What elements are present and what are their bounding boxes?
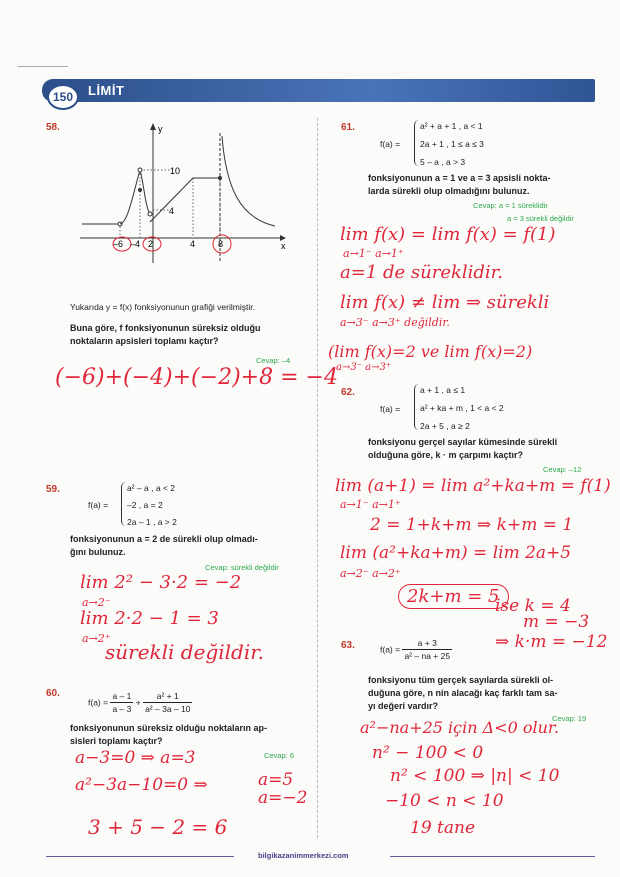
q59-hw-line1-sub: a→2⁻: [82, 596, 111, 609]
q63-hw-line5: 19 tane: [410, 818, 476, 838]
q59-hw-line2-sub: a→2⁺: [82, 632, 111, 645]
q60-f2-den: a² – 3a – 10: [145, 704, 191, 714]
q58-line3: noktaların apsisleri toplamı kaçtır?: [70, 336, 219, 346]
question-58-number: 58.: [46, 122, 60, 133]
q60-line1: fonksiyonunun süreksiz olduğu noktaların ap-: [70, 723, 268, 733]
page-number: 150: [47, 84, 79, 110]
q63-line1: fonksiyonu tüm gerçek sayılarda sürekli ol-: [368, 675, 554, 685]
q63-answer: Cevap: 19: [552, 714, 587, 723]
q59-line2: ğını bulunuz.: [70, 547, 126, 557]
q62-hw-line1-sub: a→1⁻ a→1⁺: [340, 498, 401, 511]
q59-case1: a² – a , a < 2: [127, 483, 175, 493]
q60-fname: f(a) =: [88, 697, 109, 708]
q60-f1-den: a – 3: [112, 704, 132, 714]
q59-case2: –2 , a = 2: [127, 500, 163, 510]
column-divider: [317, 118, 319, 838]
q62-hw-line1: lim (a+1) = lim a²+ka+m = f(1): [335, 476, 611, 496]
q61-hw-line2: a=1 de süreklidir.: [340, 262, 504, 283]
q59-hw-line1: lim 2² − 3·2 = −2: [80, 572, 242, 593]
question-59-number: 59.: [46, 484, 60, 495]
footer-site: bilgikazanimmerkezi.com: [258, 851, 349, 860]
tick-4-y: 4: [169, 206, 175, 216]
q61-hw-line4-sub: a→3⁻ a→3⁺: [336, 362, 392, 373]
q63-hw-line4: −10 < n < 10: [385, 791, 504, 811]
y-axis-label: y: [158, 124, 163, 134]
footer-rule-left: [46, 856, 234, 857]
q61-hw-line3: lim f(x) ≠ lim ⇒ sürekli: [340, 292, 550, 313]
q59-case3: 2a – 1 , a > 2: [127, 517, 177, 527]
q63-formula: [380, 637, 452, 662]
question-60-number: 60.: [46, 688, 60, 699]
q61-fname: f(a) =: [380, 139, 401, 149]
q62-brace: [414, 384, 419, 430]
top-rule: [18, 66, 68, 67]
q63-den: a² – na + 25: [404, 651, 451, 661]
q61-line1: fonksiyonunun a = 1 ve a = 3 apsisli nokta-: [368, 173, 551, 183]
q62-hw-line3: lim (a²+ka+m) = lim 2a+5: [340, 543, 572, 563]
question-61-number: 61.: [341, 122, 355, 133]
q58-handwriting: (−6)+(−4)+(−2)+8 = −4: [55, 365, 338, 390]
tick-neg6: –6: [113, 239, 124, 249]
q63-line2: duğuna göre, n nin alacağı kaç farklı tam sa-: [368, 688, 558, 698]
q62-line2: olduğuna göre, k · m çarpımı kaçtır?: [368, 450, 524, 460]
q60-hw-line3: a=5: [258, 770, 294, 790]
q61-hw-line4: (lim f(x)=2 ve lim f(x)=2): [328, 342, 533, 361]
q61-brace: [414, 120, 419, 166]
q58-function-graph: [70, 118, 300, 268]
q62-line1: fonksiyonu gerçel sayılar kümesinde sürekli: [368, 437, 558, 447]
q63-fname: f(a) =: [380, 644, 401, 655]
q62-hw-line4: 2k+m = 5: [398, 584, 509, 609]
q61-case1: a² + a + 1 , a < 1: [420, 121, 483, 131]
q61-case2: 2a + 1 , 1 ≤ a ≤ 3: [420, 139, 484, 149]
q62-hw-line2: 2 = 1+k+m ⇒ k+m = 1: [370, 515, 574, 535]
q62-case3: 2a + 5 , a ≥ 2: [420, 421, 470, 431]
q58-answer: Cevap: –4: [256, 356, 291, 365]
q60-formula: [88, 690, 192, 715]
q62-hw-line5: ise k = 4: [495, 596, 571, 616]
q60-hw-line5: 3 + 5 − 2 = 6: [88, 815, 228, 839]
question-62-number: 62.: [341, 387, 355, 398]
q59-hw-line3: sürekli değildir.: [105, 640, 264, 664]
q61-line2: larda sürekli olup olmadığını bulunuz.: [368, 186, 530, 196]
tick-4-x: 4: [190, 239, 196, 249]
q61-hw-line1: lim f(x) = lim f(x) = f(1): [340, 224, 556, 245]
q62-answer: Cevap: –12: [543, 465, 582, 474]
question-63-number: 63.: [341, 640, 355, 651]
q60-hw-line4: a=−2: [258, 788, 308, 808]
q62-fname: f(a) =: [380, 404, 401, 414]
q60-plus: +: [135, 697, 141, 708]
q62-hw-line3-sub: a→2⁻ a→2⁺: [340, 567, 401, 580]
q60-hw-line2: a²−3a−10=0 ⇒: [75, 775, 208, 795]
q61-answer-2: a = 3 sürekli değildir: [507, 214, 574, 223]
q59-fname: f(a) =: [88, 500, 109, 510]
q61-hw-line3-sub: a→3⁻ a→3⁺ değildir.: [340, 316, 450, 329]
q58-line2: Buna göre, f fonksiyonunun süreksiz olduğu: [70, 323, 261, 333]
q63-hw-line2: n² − 100 < 0: [372, 743, 484, 763]
q61-hw-line1-sub: a→1⁻ a→1⁺: [343, 247, 404, 260]
q60-f2-num: a² + 1: [143, 690, 192, 703]
x-axis-label: x: [281, 241, 286, 251]
q63-hw-line3: n² < 100 ⇒ |n| < 10: [390, 766, 560, 786]
q62-case2: a² + ka + m , 1 < a < 2: [420, 403, 504, 413]
q62-hw-line6: m = −3: [523, 612, 590, 632]
q60-fraction-2: [143, 690, 192, 715]
section-title: LİMİT: [88, 83, 125, 98]
q59-brace: [121, 482, 126, 526]
q59-line1: fonksiyonunun a = 2 de sürekli olup olmadı-: [70, 534, 258, 544]
tick-2: 2: [148, 239, 154, 249]
q61-answer-1: Cevap: a = 1 süreklidir: [473, 201, 548, 210]
tick-8: 8: [218, 239, 224, 249]
q59-answer: Cevap: sürekli değildir: [205, 563, 279, 572]
q63-num: a + 3: [402, 637, 452, 650]
q62-case1: a + 1 , a ≤ 1: [420, 385, 466, 395]
chapter-header-bar: [42, 79, 595, 102]
q58-line1: Yukarıda y = f(x) fonksiyonunun grafiği verilmiştir.: [70, 302, 255, 312]
footer-rule-right: [390, 856, 595, 857]
q60-hw-line1: a−3=0 ⇒ a=3: [75, 748, 196, 768]
q63-hw-line1: a²−na+25 için Δ<0 olur.: [360, 718, 559, 737]
q60-f1-num: a – 1: [112, 691, 132, 701]
q59-hw-line2: lim 2·2 − 1 = 3: [80, 608, 219, 629]
q61-case3: 5 – a , a > 3: [420, 157, 466, 167]
q62-hw-line7: ⇒ k·m = −12: [495, 632, 608, 652]
q60-line2: sisleri toplamı kaçtır?: [70, 736, 163, 746]
tick-10: 10: [170, 166, 181, 176]
q63-line3: yı değeri vardır?: [368, 701, 439, 711]
q60-fraction-1: [110, 690, 133, 715]
tick-neg4: –4: [130, 239, 141, 249]
q60-answer: Cevap: 6: [264, 751, 295, 760]
q63-fraction: [402, 637, 452, 662]
